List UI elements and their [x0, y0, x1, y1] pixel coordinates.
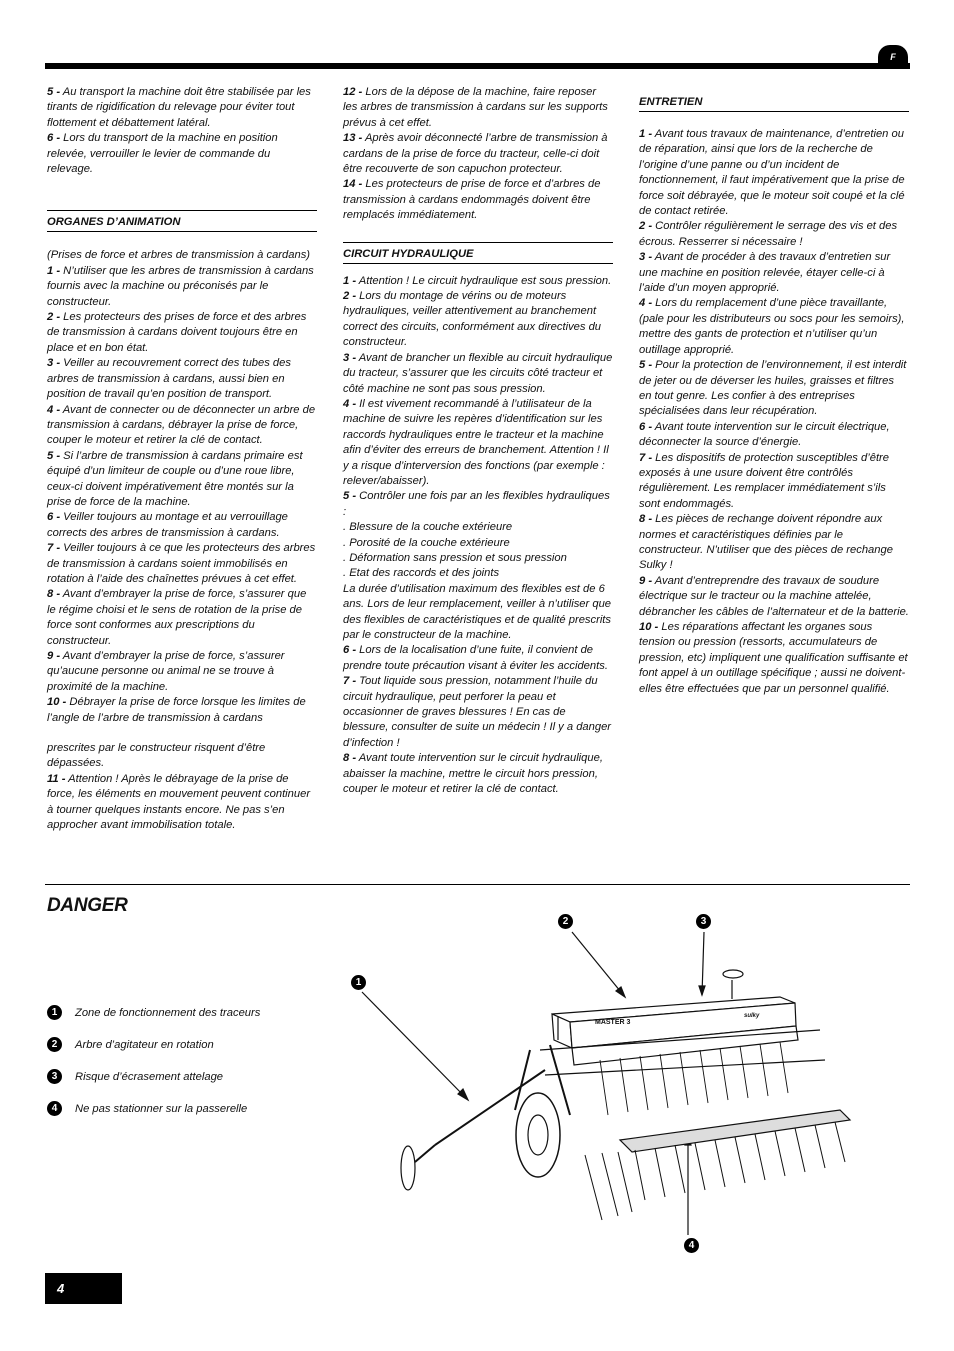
item-number: 9 - — [47, 650, 61, 662]
callout-4-icon: 4 — [684, 1238, 699, 1253]
continuation-text: prescrites par le constructeur risquent d’être dépassées. — [47, 742, 266, 770]
item-text: Attention ! Après le débrayage de la prise de force, les éléments en mouvement peuvent continuer à tourner quelques instants encore. Ne pas s’en approcher avant immobilisation totale. — [47, 772, 311, 832]
list-item — [343, 643, 613, 674]
item-number: 13 - — [343, 132, 363, 145]
section-title-entretien: ENTRETIEN — [639, 91, 909, 112]
list-item — [343, 489, 613, 520]
item-number: 7 - — [47, 542, 61, 555]
item-number: 3 - — [47, 357, 61, 370]
column-2 — [343, 85, 613, 797]
item-number: 5 - — [343, 490, 357, 503]
list-item — [343, 289, 613, 351]
item-number: 1 - — [47, 264, 61, 277]
language-badge: F — [878, 45, 908, 67]
item-number: 6 - — [343, 644, 357, 657]
item-number: 4 - — [47, 403, 61, 416]
list-item — [639, 574, 909, 620]
column-3 — [639, 85, 909, 697]
item-number: 6 - — [639, 420, 653, 433]
item-text: Au transport la machine doit être stabilisée par les tirants de rigidification du relevage pour éviter tout flottement et débattement latéral. — [47, 86, 311, 129]
item-text: Contrôler une fois par an les flexibles hydrauliques : — [343, 490, 610, 518]
list-item — [343, 177, 613, 223]
list-item — [343, 674, 613, 751]
top-rule — [45, 63, 910, 69]
list-item — [639, 451, 909, 513]
list-item — [47, 310, 317, 356]
brand-label: sulky — [744, 1013, 760, 1019]
item-text: Avant toute intervention sur le circuit hydraulique, abaisser la machine, mettre le circuit hors pression, couper le moteur et retirer la clé de contact. — [343, 752, 603, 796]
item-text: Lors de la localisation d’une fuite, il convient de prendre toute précaution visant à éviter les accidents. — [343, 644, 608, 672]
list-item — [343, 751, 613, 797]
section-note: (Prises de force et arbres de transmission à cardans) — [47, 249, 311, 262]
list-item — [47, 772, 317, 834]
legend-text: Risque d’écrasement attelage — [75, 1071, 224, 1083]
item-text: Veiller toujours à ce que les protecteurs des arbres de transmission à cardans soient immobilisés en rotation à l’aide des chaînettes prévues à cet effet. — [47, 542, 316, 585]
item-text: Avant de connecter ou de déconnecter un arbre de transmission à cardans, débrayer la prise de force, couper le moteur et retirer la clé de contact. — [47, 403, 316, 447]
legend-item — [47, 1005, 347, 1025]
number-1-icon: 1 — [47, 1005, 62, 1020]
legend-item — [47, 1069, 347, 1089]
list-item — [639, 420, 909, 451]
legend-text: Zone de fonctionnement des traceurs — [75, 1007, 261, 1019]
item-number: 10 - — [47, 696, 67, 709]
item-number: 8 - — [343, 752, 357, 765]
item-number: 5 - — [47, 449, 61, 462]
list-item — [47, 403, 317, 449]
section-title-organes: ORGANES D’ANIMATION — [47, 210, 317, 232]
legend-text: Ne pas stationner sur la passerelle — [75, 1103, 248, 1115]
item-text: N’utiliser que les arbres de transmission à cardans fournis avec la machine ou préconisés par le constructeur. — [47, 264, 314, 308]
item-number: 1 - — [343, 274, 357, 287]
machine-label: MASTER 3 — [595, 1019, 631, 1026]
item-number: 12 - — [343, 86, 363, 98]
item-text: Les protecteurs de prise de force et d’arbres de transmission à cardans endommagés doivent être remplacés immédiatement. — [343, 178, 601, 222]
hose-checks-list — [343, 520, 613, 582]
item-number: 8 - — [639, 513, 653, 526]
number-2-icon: 2 — [47, 1037, 62, 1052]
item-number: 3 - — [343, 351, 357, 364]
column-1 — [47, 85, 317, 833]
callout-1-icon: 1 — [351, 975, 366, 990]
item-number: 7 - — [343, 675, 357, 688]
item-text: Les dispositifs de protection susceptibles d’être exposés à une usure doivent être contrôlés régulièrement. Les remplacer immédiatement s’ils sont endommagés. — [639, 451, 889, 510]
list-item — [47, 85, 317, 131]
item-text: Avant de brancher un flexible au circuit hydraulique du tracteur, s’assurer que les circuits côté tracteur et côté machine ne sont pas sous pression. — [343, 351, 613, 395]
item-text: Débrayer la prise de force lorsque les limites de l’angle de l’arbre de transmission à cardans — [47, 696, 306, 724]
list-item — [343, 351, 613, 397]
list-item — [47, 264, 317, 310]
item-number: 7 - — [639, 451, 653, 464]
item-text: Pour la protection de l’environnement, il est interdit de jeter ou de déverser les huiles, graisses et filtres en tout genre. Les confier à des entreprises spécialisées dans leur récupération. — [639, 359, 907, 418]
item-text: Il est vivement recommandé à l’utilisateur de la machine de suivre les repères d’identification sur les raccords hydrauliques entre le tracteur et la machine afin d’éviter des erreurs de branchement. Attention ! Il y a risque d’interversion des fonctions (par exemple : relever/abaisser). — [343, 397, 609, 487]
item-number: 6 - — [47, 511, 61, 524]
item-11 — [47, 772, 317, 834]
list-item — [343, 85, 613, 131]
item-number: 11 - — [47, 772, 66, 785]
item-text: Lors du montage de vérins ou de moteurs hydrauliques, veiller attentivement au branchement correct des circuits, conformément aux directives du constructeur. — [343, 290, 602, 349]
hose-duration: La durée d’utilisation maximum des flexibles est de 6 ans. Lors de leur remplacement, veiller à n’utiliser que des flexibles de caractéristiques et de qualité prescrits par le constructeur de la machine. — [343, 582, 612, 641]
item-text: Avant tous travaux de maintenance, d’entretien ou de réparation, ainsi que lors de la recherche de l’origine d’une panne ou d’un incident de fonctionnement, il faut impérativement que la prise de force soit débrayée, que le moteur soit coupé et la clé de contact retirée. — [639, 128, 905, 218]
danger-title: DANGER — [47, 895, 128, 916]
number-3-icon: 3 — [47, 1069, 62, 1084]
check-item: . Blessure de la couche extérieure — [343, 521, 513, 534]
callout-3-icon: 3 — [696, 914, 711, 929]
list-item — [47, 510, 317, 541]
item-text: Veiller toujours au montage et au verrouillage corrects des arbres de transmission à cardans. — [47, 511, 288, 539]
hydraulique-list-2 — [343, 643, 613, 797]
item-text: Avant toute intervention sur le circuit électrique, déconnecter la source d’énergie. — [639, 420, 890, 449]
item-text: Lors du remplacement d’une pièce travaillante, (pale pour les distributeurs ou socs pour les semoirs), mettre des gants de protection et n’utiliser qu’un outillage approprié. — [639, 297, 905, 356]
item-text: Attention ! Le circuit hydraulique est sous pression. — [356, 274, 612, 287]
hydraulique-list — [343, 274, 613, 521]
item-text: Avant d’embrayer la prise de force, s’assurer qu’aucune personne ou animal ne se trouve à proximité de la machine. — [47, 650, 285, 693]
list-item — [47, 649, 317, 695]
item-number: 5 - — [47, 86, 61, 98]
item-number: 10 - — [639, 621, 659, 633]
list-item — [47, 449, 317, 511]
item-text: Contrôler régulièrement le serrage des vis et des écrous. Resserrer si nécessaire ! — [639, 220, 898, 248]
item-text: Avant d’embrayer la prise de force, s’assurer que le régime choisi et le sens de rotation de la prise de force sont conformes aux prescriptions du constructeur. — [47, 588, 307, 647]
item-number: 14 - — [343, 178, 363, 191]
callout-2-icon: 2 — [558, 914, 573, 929]
item-text: Lors du transport de la machine en position relevée, verrouiller le levier de commande du relevage. — [47, 132, 278, 176]
legend-text: Arbre d’agitateur en rotation — [75, 1039, 214, 1051]
organes-list — [47, 264, 317, 726]
danger-rule — [45, 884, 910, 885]
item-number: 2 - — [639, 220, 653, 233]
page-number: 4 — [45, 1273, 122, 1304]
intro-list — [47, 85, 317, 177]
list-item — [639, 219, 909, 250]
section-title-hydraulique: CIRCUIT HYDRAULIQUE — [343, 242, 613, 264]
list-item — [47, 541, 317, 587]
check-item: . Déformation sans pression et sous pression — [343, 551, 567, 564]
item-number: 1 - — [639, 128, 653, 140]
item-number: 4 - — [639, 297, 653, 310]
organes-list-cont — [343, 85, 613, 224]
item-number: 2 - — [47, 311, 61, 324]
check-item: . Etat des raccords et des joints — [343, 567, 500, 580]
entretien-list — [639, 127, 909, 697]
item-number: 9 - — [639, 574, 653, 587]
list-item — [47, 587, 317, 649]
item-number: 6 - — [47, 132, 61, 145]
number-4-icon: 4 — [47, 1101, 62, 1116]
item-text: Après avoir déconnecté l’arbre de transmission à cardans de la prise de force du tracteur, celle-ci doit être recouverte de son capuchon protecteur. — [343, 132, 608, 176]
item-text: Les protecteurs des prises de force et des arbres de transmission à cardans doivent toujours être en place et en bon état. — [47, 311, 307, 354]
list-item — [639, 127, 909, 219]
item-number: 4 - — [343, 397, 357, 410]
list-item — [639, 358, 909, 420]
list-item — [639, 512, 909, 574]
item-number: 5 - — [639, 359, 653, 372]
seed-drill-illustration — [340, 900, 860, 1240]
item-number: 8 - — [47, 588, 61, 601]
legend-item — [47, 1037, 347, 1057]
item-text: Avant de procéder à des travaux d’entretien sur une machine en position relevée, étayer celle-ci à l’aide d’un moyen approprié. — [639, 251, 891, 295]
item-text: Lors de la dépose de la machine, faire reposer les arbres de transmission à cardans sur les supports prévus à cet effet. — [343, 86, 608, 129]
list-item — [639, 296, 909, 358]
item-text: Les pièces de rechange doivent répondre aux normes et caractéristiques définies par le constructeur. N’utiliser que des pièces de rechange Sulky ! — [639, 513, 893, 572]
list-item — [47, 356, 317, 402]
list-item — [639, 620, 909, 697]
item-text: Tout liquide sous pression, notamment l’huile du circuit hydraulique, peut perforer la peau et occasionner de graves blessures ! En cas de blessure, consulter de suite un médecin ! Il y a danger d’infection ! — [343, 675, 612, 749]
list-item — [47, 131, 317, 177]
check-item: . Porosité de la couche extérieure — [343, 536, 510, 549]
item-text: Avant d’entreprendre des travaux de soudure électrique sur le tracteur ou la machine attelée, débrancher les câbles de l’alternateur et de la batterie. — [639, 574, 909, 618]
list-item — [343, 131, 613, 177]
list-item — [343, 274, 613, 289]
item-number: 2 - — [343, 290, 357, 303]
legend-item — [47, 1101, 347, 1121]
list-item — [47, 695, 317, 726]
list-item — [639, 250, 909, 296]
item-text: Veiller au recouvrement correct des tubes des arbres de transmission à cardans, aussi bien en position de travail qu’en position de transport. — [47, 357, 291, 401]
item-text: Les réparations affectant les organes sous tension ou pression (ressorts, accumulateurs de pression, etc) impliquent une qualification suffisante et font appel à un outillage spécifique ; aussi ne doivent-elles être effectuées que par un personnel qualifié. — [639, 621, 908, 695]
item-number: 3 - — [639, 251, 653, 264]
item-text: Si l’arbre de transmission à cardans primaire est équipé d’un limiteur de couple ou d’une roue libre, ceux-ci doivent impérativement être montés sur la prise de force de la machine. — [47, 449, 303, 508]
list-item — [343, 397, 613, 489]
